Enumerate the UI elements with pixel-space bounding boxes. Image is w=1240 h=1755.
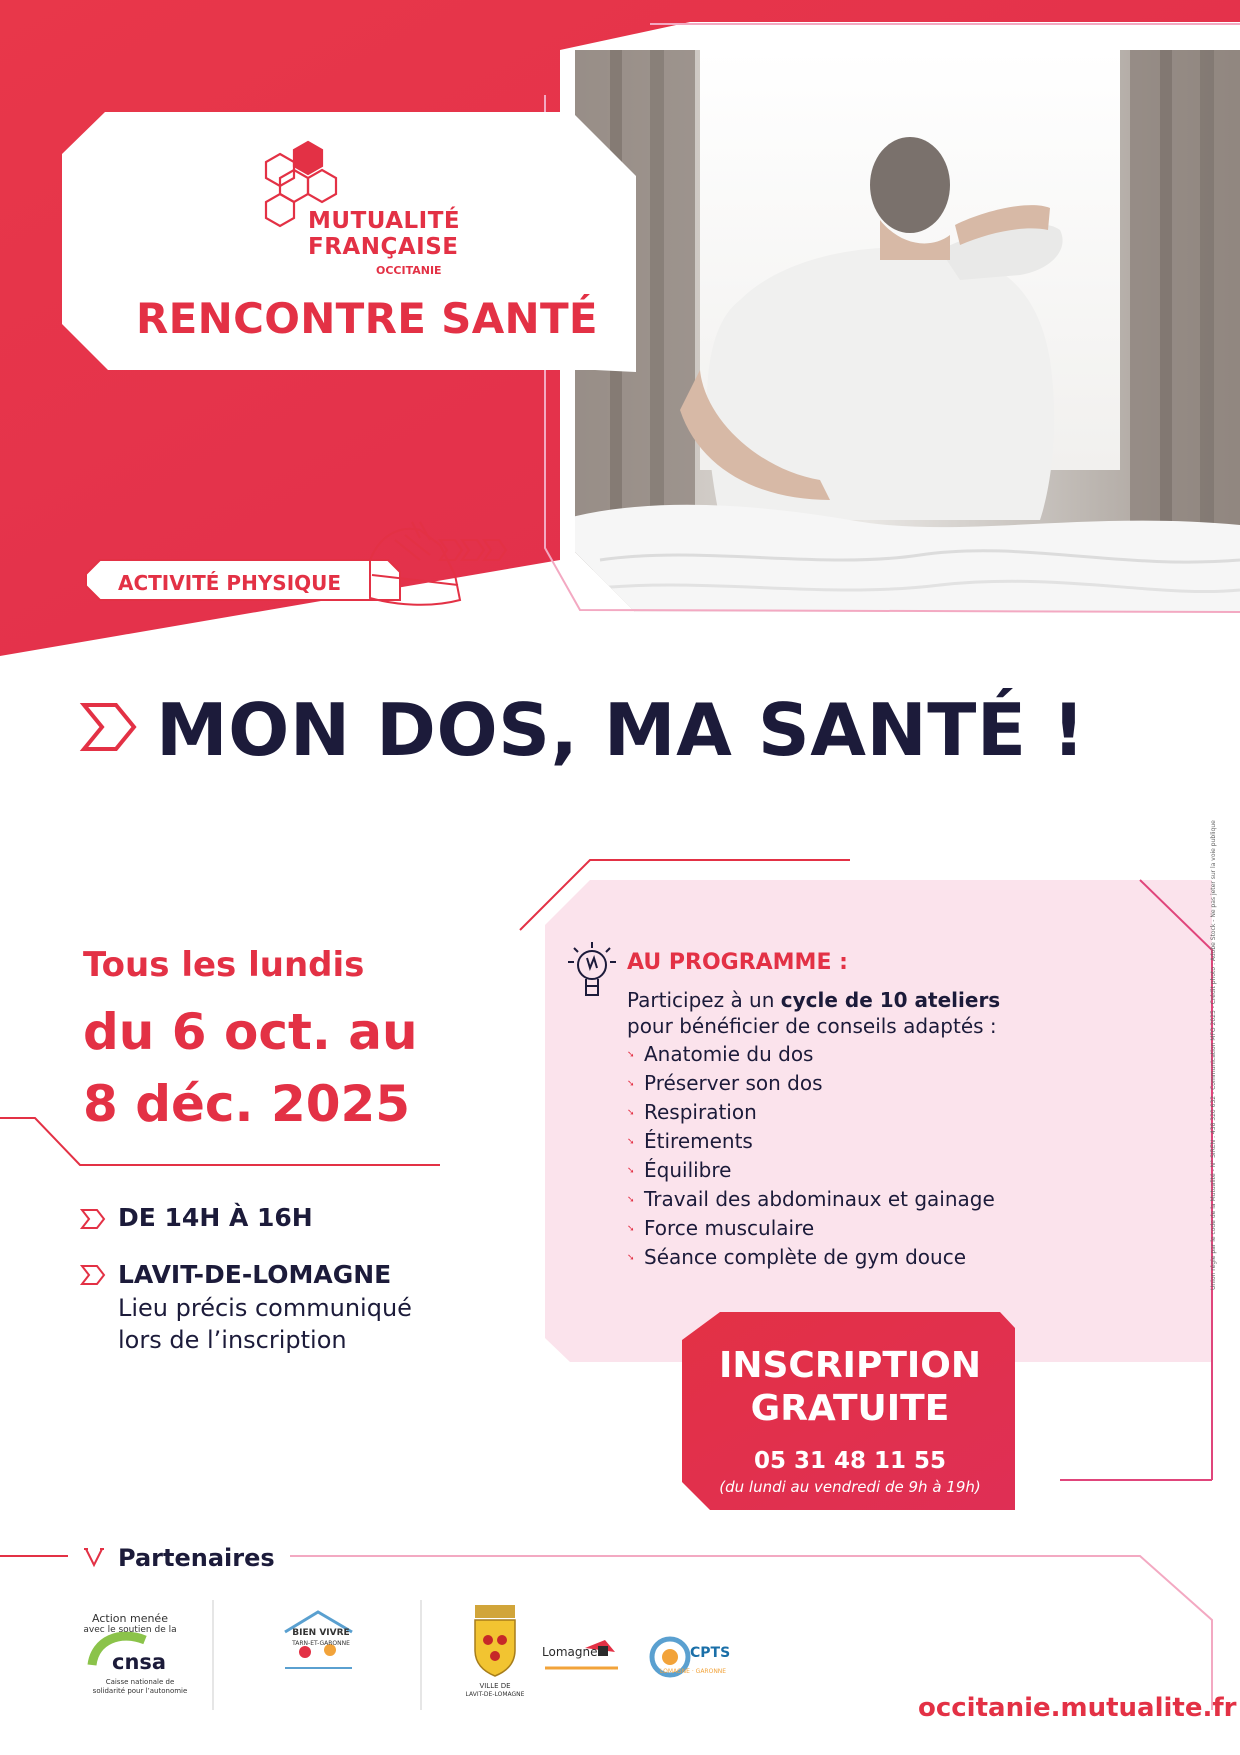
list-item-label: Force musculaire	[644, 1216, 815, 1240]
registration-line2: GRATUITE	[750, 1388, 950, 1429]
brand-region: OCCITANIE	[376, 264, 442, 277]
bullet-arrow-icon: ➘	[627, 1195, 635, 1205]
schedule-line3: 8 déc. 2025	[83, 1075, 411, 1133]
brand-logo	[258, 140, 461, 280]
partners-action-line1: Action menée	[92, 1612, 168, 1625]
list-item	[627, 1185, 995, 1214]
registration-phone[interactable]: 05 31 48 11 55	[753, 1448, 947, 1474]
brand-line1: MUTUALITÉ	[308, 208, 461, 234]
legal-side-note: Union régie par le code de la Mutualité - N° SIREN : 438 320 632 - Communication MFO 2025 - Crédit photo : Adobe Stock - Ne pas jeter sur la voie publique	[1210, 820, 1217, 1290]
program-intro	[627, 987, 1047, 1039]
heart-outline-icon	[84, 1549, 104, 1565]
list-item-label: Équilibre	[644, 1158, 732, 1182]
schedule-place-note1: Lieu précis communiqué	[118, 1294, 412, 1322]
schedule-line1: Tous les lundis	[83, 945, 365, 985]
list-item	[627, 1040, 995, 1069]
brand-line2: FRANÇAISE	[308, 234, 459, 260]
bullet-arrow-icon: ➘	[627, 1224, 635, 1234]
bullet-arrow-icon: ➘	[627, 1050, 635, 1060]
schedule-time: DE 14H À 16H	[118, 1203, 313, 1232]
list-item	[627, 1156, 995, 1185]
program-intro-after: pour bénéficier de conseils adaptés :	[627, 1014, 997, 1038]
schedule-place-note2: lors de l’inscription	[118, 1326, 347, 1354]
cnsa-sub1: Caisse nationale de	[105, 1678, 175, 1686]
program-intro-bold: cycle de 10 ateliers	[780, 988, 1001, 1012]
registration-hours: (du lundi au vendredi de 9h à 19h)	[719, 1478, 981, 1496]
cpts-sub: LOMAGNE · GARONNE	[660, 1668, 727, 1675]
bullet-arrow-icon: ➘	[627, 1137, 635, 1147]
cnsa-sub2: solidarité pour l’autonomie	[92, 1687, 188, 1695]
header-title: RENCONTRE SANTÉ	[136, 294, 598, 343]
website-link[interactable]: occitanie.mutualite.fr	[918, 1693, 1237, 1723]
activity-tag-label: ACTIVITÉ PHYSIQUE	[118, 571, 342, 595]
lavit-coat-of-arms	[475, 1605, 515, 1676]
chevron-right-icon	[82, 1266, 104, 1284]
lomagne-text: Lomagne	[542, 1645, 598, 1659]
cnsa-logo-text: cnsa	[112, 1650, 167, 1674]
bullet-arrow-icon: ➘	[627, 1253, 635, 1263]
bullet-arrow-icon: ➘	[627, 1166, 635, 1176]
list-item-label: Respiration	[644, 1100, 757, 1124]
list-item	[627, 1127, 995, 1156]
ville-line2: LAVIT-DE-LOMAGNE	[465, 1691, 525, 1698]
chevron-right-icon	[82, 1210, 104, 1228]
list-item-label: Étirements	[644, 1129, 753, 1153]
bullet-arrow-icon: ➘	[627, 1108, 635, 1118]
list-item	[627, 1243, 995, 1272]
ville-line1: VILLE DE	[479, 1682, 511, 1690]
bullet-arrow-icon: ➘	[627, 1079, 635, 1089]
list-item	[627, 1098, 995, 1127]
bienvivre-sub: TARN-ET-GARONNE	[292, 1640, 350, 1647]
program-intro-before: Participez à un	[627, 988, 781, 1012]
page-title: MON DOS, MA SANTÉ !	[156, 688, 1086, 772]
program-title: AU PROGRAMME :	[627, 950, 848, 975]
list-item-label: Anatomie du dos	[644, 1042, 814, 1066]
list-item-label: Séance complète de gym douce	[644, 1245, 967, 1269]
schedule-place: LAVIT-DE-LOMAGNE	[118, 1260, 392, 1289]
list-item-label: Travail des abdominaux et gainage	[644, 1187, 995, 1211]
partners-action-line2: avec le soutien de la	[83, 1625, 177, 1635]
schedule-line2: du 6 oct. au	[83, 1003, 418, 1061]
program-list	[627, 1040, 995, 1272]
list-item-label: Préserver son dos	[644, 1071, 823, 1095]
registration-line1: INSCRIPTION	[718, 1345, 982, 1386]
partners-title: Partenaires	[118, 1544, 275, 1572]
hero-photo	[560, 50, 1240, 620]
bienvivre-text: BIEN VIVRE	[292, 1628, 350, 1638]
list-item	[627, 1069, 995, 1098]
chevron-right-icon	[84, 705, 134, 749]
cpts-text: CPTS	[690, 1645, 731, 1661]
list-item	[627, 1214, 995, 1243]
